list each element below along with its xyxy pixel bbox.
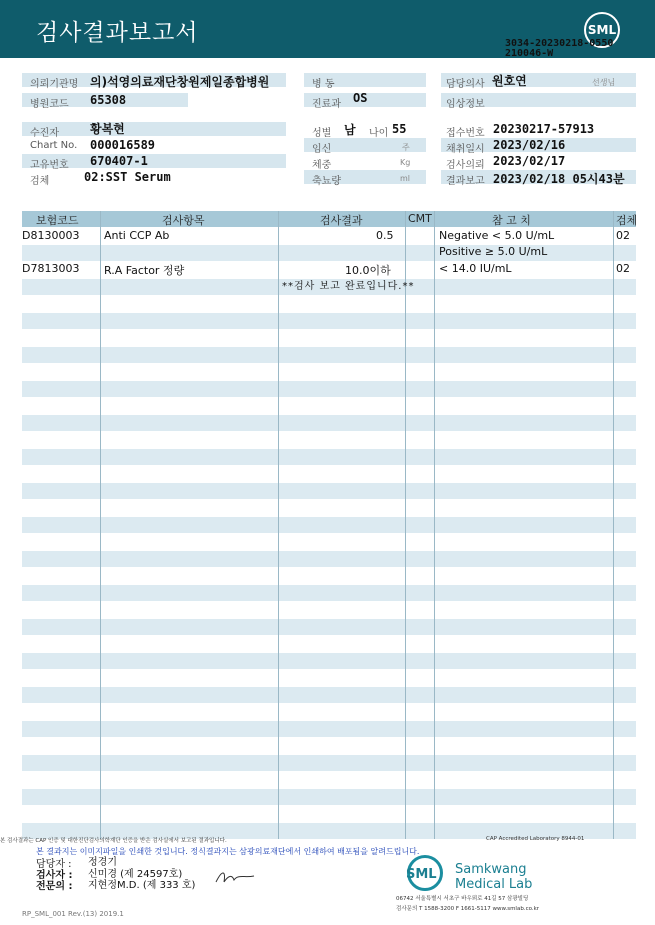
table-stripe [22,381,636,397]
requesting-org-value: 의)석영의료재단창원제일종합병원 [90,75,270,89]
row-code: D7813003 [22,262,80,275]
col-header-item: 검사항목 [162,214,205,227]
unique-no-label: 고유번호 [30,160,69,171]
collect-label: 채취일시 [446,144,485,155]
pregnancy-label: 임신 [312,144,332,155]
table-stripe [22,687,636,703]
dept-label: 진료과 [312,99,341,110]
row-reference-2: Positive ≥ 5.0 U/mL [439,245,548,258]
row-reference-1: < 14.0 IU/mL [439,262,512,275]
request-label: 검사의뢰 [446,160,485,171]
hospital-code-label: 병원코드 [30,99,69,110]
doctor-label: 담당의사 [446,79,485,90]
brand-name-line2: Medical Lab [455,877,533,892]
weight-label: 체중 [312,160,332,171]
receipt-label: 접수번호 [446,128,485,139]
collect-value: 2023/02/16 [493,138,566,152]
table-stripe [22,789,636,805]
chart-no-value: 000016589 [90,138,156,152]
table-stripe [22,483,636,499]
clinical-info-label: 임상정보 [446,99,485,110]
column-divider [405,211,406,839]
table-stripe [22,449,636,465]
ward-label: 병 동 [312,79,335,90]
report-label: 결과보고 [446,176,485,187]
lab-contact: 검사문의 T 1588-3200 F 1661-5117 www.smlab.co.kr [396,906,540,912]
report-id-line2: 210046-W [505,48,554,59]
report-id-line1: 3034-20230218-0550 [505,38,614,49]
receipt-value: 20230217-57913 [493,122,595,136]
row-specimen: 02 [616,229,630,242]
row-result: 10.0이하 [345,264,391,277]
table-stripe [22,517,636,533]
table-stripe [22,619,636,635]
sex-label: 성별 [312,128,332,139]
lab-address: 06742 서울특별시 서초구 바우뫼로 41길 57 삼광빌딩 [396,896,529,902]
column-divider [100,211,101,839]
column-divider [278,211,279,839]
table-stripe [22,313,636,329]
doctor-value: 원호연 [492,74,527,88]
brand-name-line1: Samkwang [455,862,527,877]
cap-statement: 본 검사결과는 CAP 인증 및 대한진단검사의학재단 인증을 받은 검사실에서 보고된 결과입니다. [0,838,227,844]
sex-value: 남 [344,123,356,137]
chart-no-label: Chart No. [30,140,78,151]
col-header-specimen: 검체 [616,214,638,227]
unique-no-value: 670407-1 [90,154,148,168]
patient-value: 황복현 [90,122,125,136]
report-value: 2023/02/18 05시43분 [493,172,625,186]
table-stripe [22,653,636,669]
info-bar [22,122,286,136]
row-reference-1: Negative < 5.0 U/mL [439,229,555,242]
signature-icon [214,868,256,886]
dept-value: OS [353,91,368,105]
reporter-label: 담당자 : [36,859,72,870]
col-header-result: 검사결과 [320,214,363,227]
request-value: 2023/02/17 [493,154,566,168]
col-header-cmt: CMT [408,212,432,225]
form-revision: RP_SML_001 Rev.(13) 2019.1 [22,910,124,918]
report-title: 검사결과보고서 [36,20,199,46]
row-item: R.A Factor 정량 [104,264,185,277]
doctor-suffix: 선생님 [592,78,616,87]
pregnancy-unit: 주 [402,143,410,152]
patient-label: 수진자 [30,128,59,139]
samkwang-logo-text: SML [406,867,437,882]
report-header [0,0,655,58]
table-stripe [22,415,636,431]
col-header-reference: 참 고 치 [492,214,531,227]
column-divider [434,211,435,839]
age-value: 55 [392,122,407,136]
table-stripe [22,551,636,567]
table-stripe [22,755,636,771]
specialist-label: 전문의 : [36,881,73,892]
row-result: 0.5 [376,229,394,242]
weight-unit: Kg [400,158,411,167]
specialist-value: 지현정M.D. (제 333 호) [88,880,196,891]
examiner-value: 신미경 (제 24597호) [88,869,183,880]
reporter-value: 정경기 [88,857,117,868]
cap-accreditation: CAP Accredited Laboratory 8944-01 [486,836,585,842]
col-header-code: 보험코드 [36,214,79,227]
hospital-code-value: 65308 [90,93,127,107]
print-notice: 본 결과지는 이미지파일을 인쇄한 것입니다. 정식결과지는 삼광의료재단에서 인쇄하여 배포됨을 알려드립니다. [36,847,420,856]
age-label: 나이 [369,128,389,139]
specimen-label: 검체 [30,176,50,187]
urine-unit: ml [400,174,411,183]
column-divider [613,211,614,839]
row-item: Anti CCP Ab [104,229,170,242]
specimen-value: 02:SST Serum [84,170,171,184]
completion-message: **검사 보고 완료입니다.** [282,281,415,292]
table-stripe [22,585,636,601]
row-code: D8130003 [22,229,80,242]
urine-label: 축뇨량 [312,176,341,187]
examiner-label: 검사자 : [36,870,73,881]
table-stripe [22,721,636,737]
sml-logo: SML [584,12,620,48]
row-specimen: 02 [616,262,630,275]
table-stripe [22,347,636,363]
requesting-org-label: 의뢰기관명 [30,79,79,90]
